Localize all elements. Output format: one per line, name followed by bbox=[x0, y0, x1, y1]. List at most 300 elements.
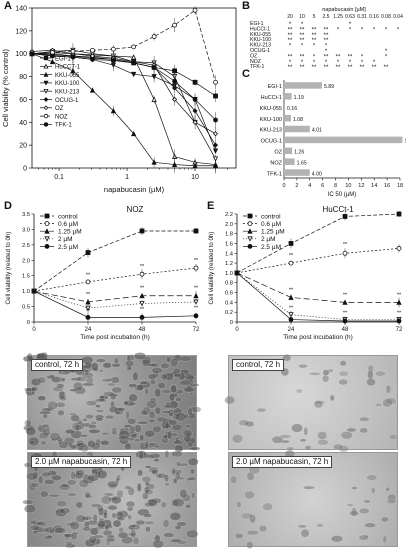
cell-blob bbox=[163, 405, 173, 408]
cell-blob bbox=[129, 426, 136, 433]
table-column-header: 0.04 bbox=[393, 14, 403, 20]
legend-marker bbox=[45, 214, 49, 218]
cell-blob bbox=[145, 430, 155, 437]
cell-blob bbox=[31, 387, 37, 392]
significance-mark: ** bbox=[347, 65, 353, 72]
cell-blob bbox=[56, 500, 67, 506]
cell-blob bbox=[175, 397, 181, 401]
cell-blob bbox=[339, 379, 348, 385]
cell-blob bbox=[247, 530, 259, 535]
cell-blob bbox=[170, 512, 181, 520]
bar bbox=[284, 115, 291, 122]
legend-marker bbox=[44, 65, 48, 69]
significance-mark: * bbox=[372, 27, 376, 34]
cell-blob bbox=[371, 488, 375, 494]
significance-table-b bbox=[250, 4, 404, 72]
cell-blob bbox=[309, 372, 320, 375]
cell-blob bbox=[114, 358, 119, 364]
cell-blob bbox=[296, 389, 302, 393]
cell-blob bbox=[95, 399, 107, 403]
cell-blob bbox=[48, 494, 60, 497]
cell-blob bbox=[331, 535, 343, 542]
significance-mark: ** bbox=[299, 65, 305, 72]
data-point bbox=[193, 97, 197, 101]
y-tick-label: 1.4 bbox=[224, 251, 233, 258]
x-tick-label: 14 bbox=[371, 183, 378, 189]
x-tick-label: 12 bbox=[358, 183, 365, 189]
chart-title: HuCCt-1 bbox=[322, 205, 354, 214]
cell-blob bbox=[38, 377, 46, 384]
x-tick-label: 48 bbox=[341, 327, 349, 333]
table-header: napabucasin [µM] bbox=[322, 7, 366, 13]
data-point bbox=[152, 97, 156, 101]
data-point bbox=[86, 315, 90, 319]
cell-blob bbox=[145, 489, 154, 495]
cell-blob bbox=[151, 367, 163, 373]
cell-blob bbox=[155, 407, 161, 414]
chart-a-dose-response bbox=[0, 0, 242, 198]
cell-blob bbox=[235, 533, 243, 538]
y-tick-label: 120 bbox=[15, 28, 27, 36]
table-row-label: KKU-213 bbox=[250, 42, 272, 49]
cell-blob bbox=[107, 481, 118, 487]
micrograph-caption: 2.0 µM napabucasin, 72 h bbox=[232, 456, 332, 468]
x-tick-label: 4 bbox=[308, 183, 312, 189]
significance-mark: * bbox=[360, 27, 364, 34]
significance-mark: ** bbox=[287, 65, 293, 72]
x-axis-label: napabucasin (µM) bbox=[103, 185, 165, 194]
cell-blob bbox=[112, 513, 117, 519]
significance-mark: ** bbox=[85, 272, 91, 279]
cell-blob bbox=[139, 451, 144, 460]
bar-category-label: KKU-100 bbox=[259, 116, 282, 123]
cell-blob bbox=[259, 525, 267, 532]
table-column-header: 1.25 bbox=[333, 14, 343, 20]
cell-blob bbox=[96, 359, 106, 363]
x-tick-label: 48 bbox=[138, 327, 146, 333]
legend-label: 1.25 µM bbox=[58, 228, 82, 236]
significance-mark: ** bbox=[383, 65, 389, 72]
series-line-7 bbox=[32, 10, 216, 82]
cell-blob bbox=[124, 401, 129, 405]
cell-blob bbox=[91, 442, 100, 450]
data-point bbox=[173, 23, 177, 27]
cell-blob bbox=[88, 424, 96, 428]
significance-mark: ** bbox=[311, 27, 317, 34]
significance-mark: ** bbox=[311, 65, 317, 72]
data-point bbox=[343, 214, 347, 218]
cell-blob bbox=[170, 539, 182, 543]
cell-blob bbox=[170, 385, 177, 393]
table-row-label: OCUG-1 bbox=[250, 48, 271, 54]
bar bbox=[284, 148, 292, 155]
data-point bbox=[50, 54, 54, 58]
cell-blob bbox=[165, 482, 170, 486]
significance-mark: ** bbox=[323, 27, 329, 34]
data-point bbox=[343, 300, 347, 304]
series-line-2 bbox=[34, 291, 196, 302]
cell-blob bbox=[154, 458, 159, 462]
cell-blob bbox=[91, 503, 101, 507]
significance-mark: ** bbox=[323, 54, 329, 61]
significance-mark: ** bbox=[396, 310, 402, 317]
cell-blob bbox=[103, 362, 112, 368]
x-tick-label: 8 bbox=[334, 183, 338, 189]
significance-mark: * bbox=[348, 27, 352, 34]
legend-marker bbox=[248, 229, 252, 233]
cell-blob bbox=[126, 411, 130, 419]
legend-marker bbox=[44, 89, 48, 93]
cell-blob bbox=[170, 358, 178, 367]
data-point bbox=[343, 251, 347, 255]
bar bbox=[284, 82, 322, 89]
data-point bbox=[86, 280, 90, 284]
cell-blob bbox=[237, 501, 242, 507]
data-point bbox=[235, 271, 239, 275]
cell-blob bbox=[76, 428, 80, 431]
cell-blob bbox=[118, 532, 128, 539]
data-point bbox=[132, 72, 136, 76]
cell-blob bbox=[143, 513, 152, 517]
significance-mark: ** bbox=[287, 32, 293, 39]
cell-blob bbox=[41, 440, 47, 445]
cell-blob bbox=[163, 532, 174, 537]
y-tick-label: 1.6 bbox=[224, 241, 233, 248]
significance-mark: ** bbox=[287, 27, 293, 34]
cell-blob bbox=[188, 458, 198, 466]
cell-blob bbox=[314, 400, 323, 408]
cell-blob bbox=[165, 450, 170, 458]
data-point bbox=[289, 261, 293, 265]
cell-blob bbox=[137, 384, 144, 390]
x-tick-label: 10 bbox=[191, 174, 199, 181]
cell-blob bbox=[174, 440, 183, 445]
y-tick-label: 0.5 bbox=[21, 304, 30, 311]
legend-marker bbox=[45, 222, 49, 226]
panel-label-e: E bbox=[207, 200, 215, 212]
cell-blob bbox=[69, 389, 77, 392]
significance-mark: ** bbox=[85, 308, 91, 315]
bar-category-label: HuCCt-1 bbox=[260, 95, 282, 102]
cell-blob bbox=[169, 412, 174, 416]
cell-blob bbox=[66, 541, 72, 545]
y-axis-label: Cell viability (% control) bbox=[1, 49, 10, 127]
table-row-label: HuCCt-1 bbox=[250, 26, 271, 33]
cell-blob bbox=[40, 491, 48, 497]
bar bbox=[284, 158, 295, 165]
micrograph-caption: control, 72 h bbox=[31, 359, 83, 371]
cell-blob bbox=[263, 503, 273, 511]
cell-blob bbox=[95, 404, 100, 407]
significance-mark: * bbox=[348, 22, 352, 28]
y-tick-label: 20 bbox=[19, 142, 27, 150]
data-point bbox=[140, 301, 144, 305]
cell-blob bbox=[389, 435, 398, 440]
x-tick-label: 2 bbox=[295, 183, 299, 189]
table-column-header: 10 bbox=[299, 14, 305, 20]
data-point bbox=[214, 94, 218, 98]
cell-blob bbox=[58, 391, 65, 400]
bar-category-label: KKU-213 bbox=[259, 127, 282, 134]
cell-blob bbox=[148, 419, 155, 422]
legend-label: KKU-100 bbox=[55, 81, 80, 88]
cell-blob bbox=[127, 355, 131, 362]
data-point bbox=[90, 57, 94, 61]
legend-marker bbox=[44, 81, 48, 85]
cell-blob bbox=[305, 445, 311, 450]
table-column-header: 20 bbox=[287, 14, 293, 20]
significance-mark: * bbox=[312, 59, 316, 66]
significance-mark: ** bbox=[347, 54, 353, 61]
cell-blob bbox=[131, 434, 137, 439]
bar bbox=[284, 126, 310, 133]
significance-mark: ** bbox=[335, 54, 341, 61]
data-point bbox=[111, 47, 115, 51]
y-axis-label: Cell viability (related to 0h) bbox=[5, 231, 12, 305]
y-tick-label: 0.8 bbox=[224, 280, 233, 287]
bar bbox=[284, 169, 310, 176]
cell-blob bbox=[147, 363, 157, 366]
x-tick-label: 0 bbox=[282, 183, 286, 189]
legend-marker bbox=[44, 73, 48, 77]
data-point bbox=[140, 272, 144, 276]
significance-mark: ** bbox=[299, 27, 305, 34]
cell-blob bbox=[323, 370, 329, 376]
cell-blob bbox=[96, 417, 103, 421]
y-axis-label: Cell viability (related to 0h) bbox=[208, 231, 215, 305]
cell-blob bbox=[59, 508, 65, 514]
cell-blob bbox=[108, 505, 118, 510]
x-tick-label: 16 bbox=[384, 183, 391, 189]
cell-blob bbox=[186, 530, 198, 538]
cell-blob bbox=[244, 491, 254, 499]
cell-blob bbox=[333, 444, 343, 450]
significance-mark: * bbox=[288, 22, 292, 28]
cell-blob bbox=[71, 532, 77, 540]
cell-blob bbox=[47, 535, 53, 539]
data-point bbox=[214, 132, 218, 136]
bar-value-label: 0.16 bbox=[287, 105, 298, 112]
cell-blob bbox=[347, 428, 356, 432]
significance-mark: ** bbox=[193, 257, 199, 264]
cell-blob bbox=[134, 352, 146, 359]
legend-marker bbox=[248, 237, 252, 241]
legend-marker bbox=[45, 244, 49, 248]
legend-label: 0.6 µM bbox=[261, 221, 282, 228]
legend-marker bbox=[248, 244, 252, 248]
bar-category-label: OCUG-1 bbox=[260, 138, 282, 145]
significance-mark: ** bbox=[299, 32, 305, 39]
data-point bbox=[194, 300, 198, 304]
legend-label: 2.5 µM bbox=[261, 243, 282, 251]
y-tick-label: 0.4 bbox=[224, 300, 233, 307]
significance-mark: * bbox=[384, 54, 388, 61]
data-point bbox=[397, 300, 401, 304]
cell-blob bbox=[24, 505, 35, 514]
data-point bbox=[152, 35, 156, 39]
series-line-4 bbox=[34, 291, 196, 317]
micrograph-hucct1-treated bbox=[228, 452, 398, 547]
bar-value-label: 1.19 bbox=[293, 95, 304, 102]
significance-mark: ** bbox=[288, 287, 294, 294]
bar-value-label: 1.26 bbox=[294, 149, 305, 156]
significance-mark: * bbox=[324, 43, 328, 50]
cell-blob bbox=[301, 529, 309, 537]
table-row-label: NOZ bbox=[250, 58, 261, 65]
x-tick-label: 72 bbox=[395, 327, 403, 333]
legend-label: 1.25 µM bbox=[261, 228, 285, 236]
cell-blob bbox=[145, 441, 149, 449]
table-column-header: 5 bbox=[312, 14, 316, 20]
significance-mark: ** bbox=[311, 38, 317, 45]
cell-blob bbox=[42, 429, 50, 436]
cell-blob bbox=[112, 430, 118, 435]
legend-label: OZ bbox=[55, 106, 64, 113]
y-tick-label: 2.0 bbox=[21, 258, 30, 265]
data-point bbox=[86, 251, 90, 255]
micrograph-caption: control, 72 h bbox=[232, 359, 284, 371]
cell-blob bbox=[175, 525, 181, 530]
cell-blob bbox=[366, 475, 377, 481]
data-point bbox=[173, 69, 177, 73]
significance-mark: * bbox=[384, 27, 388, 34]
cell-blob bbox=[103, 391, 114, 396]
significance-mark: ** bbox=[342, 310, 348, 317]
cell-blob bbox=[174, 373, 182, 377]
significance-mark: ** bbox=[323, 65, 329, 72]
data-point bbox=[111, 59, 115, 63]
legend-label: 0.6 µM bbox=[58, 221, 79, 228]
x-tick-label: 10 bbox=[345, 183, 352, 189]
cell-blob bbox=[169, 393, 175, 401]
cell-blob bbox=[112, 363, 121, 367]
data-point bbox=[152, 65, 156, 69]
bar-value-label: 1.65 bbox=[296, 160, 307, 167]
panel-label-d: D bbox=[4, 200, 12, 212]
cell-blob bbox=[137, 483, 142, 492]
cell-blob bbox=[161, 374, 167, 380]
significance-mark: ** bbox=[323, 32, 329, 39]
significance-mark: ** bbox=[359, 65, 365, 72]
micrograph-caption: 2.0 µM napabucasin, 72 h bbox=[31, 456, 131, 468]
cell-blob bbox=[386, 398, 397, 405]
cell-blob bbox=[167, 431, 172, 440]
panel-label-b: B bbox=[242, 0, 250, 12]
cell-blob bbox=[155, 388, 161, 397]
cell-blob bbox=[33, 530, 38, 534]
y-tick-label: 60 bbox=[19, 96, 27, 104]
cell-blob bbox=[386, 487, 390, 491]
cell-blob bbox=[42, 472, 52, 477]
cell-blob bbox=[23, 500, 34, 505]
cell-blob bbox=[137, 421, 148, 424]
significance-mark: ** bbox=[342, 292, 348, 299]
cell-blob bbox=[38, 396, 46, 401]
data-point bbox=[397, 319, 401, 323]
cell-blob bbox=[364, 500, 370, 503]
significance-mark: ** bbox=[193, 285, 199, 292]
significance-mark: * bbox=[336, 27, 340, 34]
significance-mark: * bbox=[312, 54, 316, 61]
legend-marker bbox=[44, 114, 48, 118]
table-row-label: KKU-100 bbox=[250, 37, 272, 44]
cell-blob bbox=[352, 487, 358, 490]
cell-blob bbox=[128, 383, 137, 387]
data-point bbox=[173, 79, 177, 83]
cell-blob bbox=[375, 371, 385, 376]
table-row-label: TFK-1 bbox=[250, 64, 265, 71]
cell-blob bbox=[30, 440, 36, 444]
cell-blob bbox=[44, 479, 55, 484]
significance-mark: ** bbox=[299, 54, 305, 61]
cell-blob bbox=[186, 504, 191, 508]
x-axis-label: Time post incubation (h) bbox=[283, 334, 353, 341]
legend-marker bbox=[248, 214, 252, 218]
y-tick-label: 100 bbox=[15, 51, 27, 59]
cell-blob bbox=[71, 471, 76, 480]
cell-blob bbox=[117, 517, 125, 521]
cell-blob bbox=[300, 439, 307, 442]
y-tick-label: 3.0 bbox=[21, 227, 30, 234]
cell-blob bbox=[99, 369, 103, 372]
cell-blob bbox=[31, 482, 39, 487]
data-point bbox=[289, 241, 293, 245]
cell-blob bbox=[341, 431, 353, 439]
cell-blob bbox=[176, 461, 181, 467]
data-point bbox=[214, 157, 218, 161]
cell-blob bbox=[76, 470, 85, 476]
cell-blob bbox=[183, 430, 192, 438]
significance-mark: * bbox=[336, 59, 340, 66]
significance-mark: * bbox=[396, 27, 400, 34]
cell-blob bbox=[106, 537, 115, 542]
cell-blob bbox=[367, 370, 373, 379]
bar bbox=[284, 137, 402, 144]
legend-marker bbox=[45, 229, 49, 233]
cell-blob bbox=[145, 526, 150, 531]
cell-blob bbox=[71, 415, 80, 422]
significance-mark: * bbox=[372, 59, 376, 66]
cell-blob bbox=[381, 517, 388, 522]
legend-label: 2 µM bbox=[58, 236, 73, 244]
cell-blob bbox=[39, 411, 51, 415]
x-tick-label: 24 bbox=[84, 327, 92, 333]
y-tick-label: 1.5 bbox=[21, 273, 30, 280]
cell-blob bbox=[303, 486, 315, 489]
bar bbox=[284, 93, 292, 100]
cell-blob bbox=[349, 510, 358, 516]
data-point bbox=[194, 266, 198, 270]
y-tick-label: 0 bbox=[229, 320, 233, 326]
series-line-2 bbox=[237, 273, 399, 302]
y-tick-label: 0 bbox=[26, 320, 30, 326]
data-point bbox=[30, 52, 34, 56]
cell-blob bbox=[140, 434, 144, 441]
legend-label: 2.5 µM bbox=[58, 243, 79, 251]
y-tick-label: 0 bbox=[23, 165, 27, 173]
cell-blob bbox=[386, 385, 391, 393]
cell-blob bbox=[109, 406, 118, 413]
cell-blob bbox=[111, 496, 121, 504]
cell-blob bbox=[125, 486, 132, 490]
cell-blob bbox=[60, 378, 65, 382]
y-tick-label: 0.2 bbox=[224, 310, 233, 317]
cell-blob bbox=[117, 474, 121, 480]
cell-blob bbox=[158, 473, 162, 478]
cell-blob bbox=[67, 493, 77, 497]
legend-label: control bbox=[261, 213, 281, 221]
y-tick-label: 80 bbox=[19, 74, 27, 82]
